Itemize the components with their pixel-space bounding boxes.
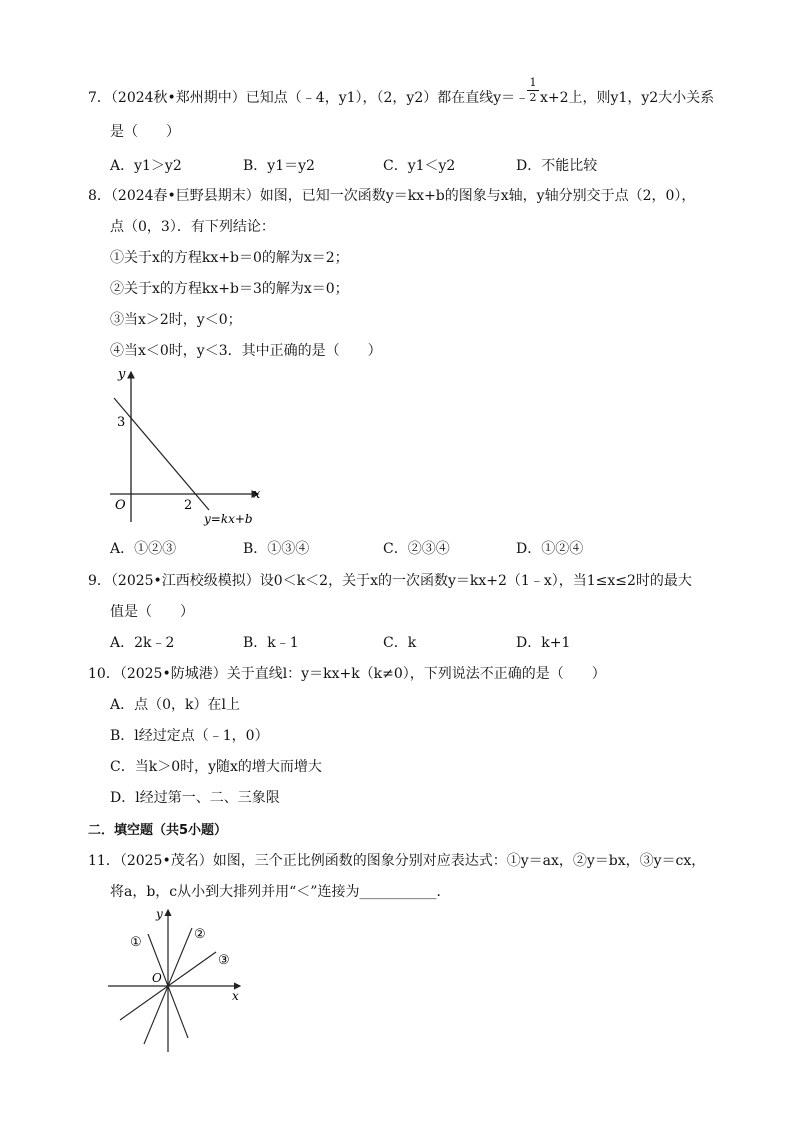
q11-origin-label: O (152, 971, 162, 985)
q9-line1: 9．（2025•江西校级模拟）设0＜k＜2，关于x的一次函数y＝kx+2（1﹣x），当1≤x≤2时的最大 (88, 573, 692, 589)
q8-conclusion-4: ④当x＜0时，y＜3．其中正确的是（ ） (110, 343, 382, 359)
q11-label-2: ② (194, 927, 206, 942)
q8-option-c: C．②③④ (383, 541, 450, 557)
q8-line2: 点（0，3）．有下列结论： (110, 219, 275, 235)
q8-function-line (114, 398, 209, 510)
section-heading: 二．填空题（共5小题） (88, 823, 228, 838)
q10-option-a: A．点（0，k）在l上 (110, 697, 240, 713)
q8-option-d: D．①②④ (516, 541, 584, 557)
q8-graph (100, 362, 270, 532)
q8-tick-2: 2 (184, 498, 193, 513)
q10-option-d: D．l经过第一、二、三象限 (110, 790, 280, 806)
q7-option-c: C．y1＜y2 (383, 158, 456, 174)
q11-label-3: ③ (218, 953, 230, 968)
q7-option-b: B．y1＝y2 (243, 158, 315, 174)
q8-conclusion-3: ③当x＞2时，y＜0； (110, 312, 242, 328)
q7-frac-num: 1 (529, 76, 537, 89)
q9-line2: 值是（ ） (110, 604, 194, 620)
q11-y-label: y (156, 907, 163, 921)
q11-line1: 11．（2025•茂名）如图，三个正比例函数的图象分别对应表达式：①y＝ax，②y＝bx，③y＝cx， (88, 853, 706, 869)
q10-option-c: C．当k＞0时，y随x的增大而增大 (110, 759, 322, 775)
q8-origin-label: O (115, 498, 126, 513)
q7-line2: 是（ ） (110, 124, 180, 140)
q7-option-a: A．y1＞y2 (110, 158, 182, 174)
q10-line1: 10．（2025•防城港）关于直线l：y＝kx+k（k≠0），下列说法不正确的是（ ） (88, 666, 606, 682)
q8-line1: 8．（2024春•巨野县期末）如图，已知一次函数y＝kx+b的图象与x轴，y轴分别交于点（2，0）， (88, 188, 696, 204)
q7-fraction (527, 77, 539, 104)
q8-option-a: A．①②③ (110, 541, 177, 557)
q8-x-label: x (253, 487, 261, 502)
q11-label-1: ① (130, 935, 142, 950)
q7-line1-pre: 7．（2024秋•郑州期中）已知点（﹣4，y1），（2，y2）都在直线y＝﹣ (88, 90, 530, 106)
q9-option-d: D．k+1 (516, 635, 571, 651)
q7-option-d: D．不能比较 (516, 158, 598, 174)
q11-line2: 将a，b，c从小到大排列并用“＜”连接为___________． (110, 884, 451, 900)
q7-line1-post: x+2上，则y1，y2大小关系 (540, 90, 715, 106)
q8-y-label: y (118, 367, 126, 382)
q8-line-label: y=kx+b (204, 512, 253, 526)
q11-x-label: x (232, 989, 239, 1003)
q8-conclusion-1: ①关于x的方程kx+b＝0的解为x＝2； (110, 250, 349, 266)
q8-conclusion-2: ②关于x的方程kx+b＝3的解为x＝0； (110, 281, 349, 297)
q9-option-b: B．k﹣1 (243, 635, 299, 651)
q8-option-b: B．①③④ (243, 541, 310, 557)
q10-option-b: B．l经过定点（﹣1，0） (110, 728, 269, 744)
q9-option-a: A．2k﹣2 (110, 635, 175, 651)
q7-frac-den: 2 (529, 91, 537, 104)
q11-graph (100, 900, 260, 1060)
q8-tick-3: 3 (117, 415, 126, 430)
q9-option-c: C．k (383, 635, 417, 651)
